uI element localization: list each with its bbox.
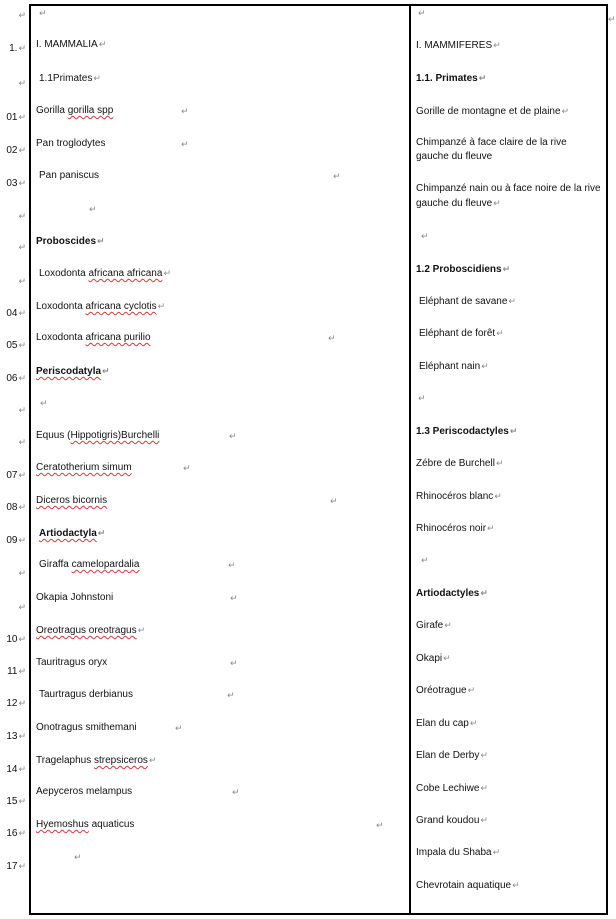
right-name-elephant-foret[interactable]: Eléphant de forêt↵: [419, 328, 504, 339]
row-number: 10↵: [6, 634, 26, 645]
pilcrow-mark: ↵: [227, 690, 235, 700]
row-number: 12↵: [6, 698, 26, 709]
row-number: ↵: [18, 10, 26, 20]
row-number: ↵: [18, 242, 26, 252]
right-name-elan-derby[interactable]: Elan de Derby↵: [416, 750, 488, 761]
row-number-column: [0, 4, 30, 917]
row-number: 17↵: [6, 861, 26, 872]
pilcrow-mark: ↵: [40, 398, 48, 408]
row-number: ↵: [18, 602, 26, 612]
pilcrow-mark: ↵: [418, 393, 426, 403]
row-number: ↵: [18, 437, 26, 447]
row-number: 11↵: [7, 666, 26, 677]
left-cell-empty[interactable]: ↵: [39, 8, 47, 18]
pilcrow-mark: ↵: [418, 8, 426, 18]
row-number: 01↵: [6, 112, 26, 123]
left-species-oreotragus[interactable]: Oreotragus oreotragus↵: [36, 625, 146, 636]
right-name-okapi[interactable]: Okapi↵: [416, 653, 451, 664]
right-name-elephant-nain[interactable]: Eléphant nain↵: [419, 361, 489, 372]
row-number: ↵: [18, 211, 26, 221]
pilcrow-mark: ↵: [175, 723, 183, 733]
left-heading-proboscides[interactable]: Proboscides↵: [36, 236, 105, 247]
pilcrow-mark: ↵: [421, 555, 429, 565]
left-species-pan-troglodytes[interactable]: Pan troglodytes: [36, 138, 106, 149]
right-name-oreotrague[interactable]: Oréotrague↵: [416, 685, 476, 696]
pilcrow-mark: ↵: [74, 852, 82, 862]
row-number: ↵: [18, 276, 26, 286]
row-number: 08↵: [6, 502, 26, 513]
right-heading-artiodactyles[interactable]: Artiodactyles↵: [416, 588, 488, 599]
pilcrow-mark: ↵: [232, 787, 240, 797]
pilcrow-mark: ↵: [330, 496, 338, 506]
pilcrow-mark: ↵: [333, 171, 341, 181]
left-species-loxodonta-purilio[interactable]: Loxodonta africana purilio: [36, 332, 151, 343]
right-name-chimpanze-nain[interactable]: Chimpanzé nain ou à face noire de la rive gauche du fleuve↵: [416, 183, 601, 209]
left-species-taurtragus-derbianus[interactable]: Taurtragus derbianus: [39, 689, 133, 700]
pilcrow-mark: ↵: [89, 204, 97, 214]
left-heading-periscodatyla[interactable]: Periscodatyla↵: [36, 366, 110, 377]
right-name-chimpanze[interactable]: Chimpanzé à face claire de la rive gauche du fleuve: [416, 137, 567, 162]
row-number: 05↵: [6, 340, 26, 351]
row-number: 06↵: [6, 373, 26, 384]
pilcrow-mark: ↵: [229, 431, 237, 441]
right-name-gorille[interactable]: Gorille de montagne et de plaine↵: [416, 106, 570, 117]
left-species-loxodonta-cyclotis[interactable]: Loxodonta africana cyclotis↵: [36, 301, 166, 312]
row-number: 02↵: [6, 145, 26, 156]
right-name-elan-cap[interactable]: Elan du cap↵: [416, 718, 478, 729]
table-border-top: [30, 4, 608, 6]
row-number: ↵: [18, 568, 26, 578]
right-name-grand-koudou[interactable]: Grand koudou↵: [416, 815, 488, 826]
left-species-okapia[interactable]: Okapia Johnstoni: [36, 592, 114, 603]
row-number: 03↵: [6, 178, 26, 189]
left-species-gorilla[interactable]: Gorilla gorilla spp: [36, 105, 114, 116]
right-name-girafe[interactable]: Girafe↵: [416, 620, 452, 631]
right-name-chevrotain[interactable]: Chevrotain aquatique↵: [416, 880, 520, 891]
right-name-zebre[interactable]: Zébre de Burchell↵: [416, 458, 504, 469]
pilcrow-mark: ↵: [608, 14, 616, 24]
right-heading-primates[interactable]: 1.1. Primates↵: [416, 73, 487, 84]
right-name-rhinoceros-blanc[interactable]: Rhinocéros blanc↵: [416, 491, 502, 502]
left-species-tauritragus-oryx[interactable]: Tauritragus oryx: [36, 657, 108, 668]
pilcrow-mark: ↵: [181, 139, 189, 149]
table-column-divider: [409, 4, 411, 915]
right-heading-mammiferes[interactable]: I. MAMMIFERES↵: [416, 40, 501, 51]
left-heading-artiodactyla[interactable]: Artiodactyla↵: [39, 528, 106, 539]
right-name-impala[interactable]: Impala du Shaba↵: [416, 847, 501, 858]
row-number: 04↵: [6, 308, 26, 319]
left-species-pan-paniscus[interactable]: Pan paniscus: [39, 170, 100, 181]
table-border-right: [606, 4, 608, 915]
row-number: 07↵: [6, 470, 26, 481]
right-heading-periscodactyles[interactable]: 1.3 Periscodactyles↵: [416, 426, 518, 437]
left-species-giraffa[interactable]: Giraffa camelopardalia: [39, 559, 140, 570]
row-number: 16↵: [6, 828, 26, 839]
pilcrow-mark: ↵: [183, 463, 191, 473]
row-number: 09↵: [6, 535, 26, 546]
row-number: 15↵: [6, 796, 26, 807]
left-species-equus-burchelli[interactable]: Equus (Hippotigris)Burchelli: [36, 430, 160, 441]
table-border-bottom: [30, 913, 608, 915]
pilcrow-mark: ↵: [228, 560, 236, 570]
left-species-hyemoshus[interactable]: Hyemoshus aquaticus: [36, 819, 135, 830]
pilcrow-mark: ↵: [328, 333, 336, 343]
row-number: ↵: [18, 405, 26, 415]
right-name-rhinoceros-noir[interactable]: Rhinocéros noir↵: [416, 523, 495, 534]
left-species-loxodonta-africana[interactable]: Loxodonta africana africana↵: [39, 268, 171, 279]
pilcrow-mark: ↵: [421, 231, 429, 241]
left-heading-mammalia[interactable]: I. MAMMALIA↵: [36, 39, 107, 50]
right-heading-proboscidiens[interactable]: 1.2 Proboscidiens↵: [416, 264, 511, 275]
row-number: 14↵: [6, 764, 26, 775]
pilcrow-mark: ↵: [376, 820, 384, 830]
left-species-tragelaphus[interactable]: Tragelaphus strepsiceros↵: [36, 755, 157, 766]
left-species-aepyceros[interactable]: Aepyceros melampus: [36, 786, 133, 797]
right-name-elephant-savane[interactable]: Eléphant de savane↵: [419, 296, 516, 307]
left-species-ceratotherium[interactable]: Ceratotherium simum: [36, 462, 132, 473]
right-name-cobe-lechiwe[interactable]: Cobe Lechiwe↵: [416, 783, 488, 794]
pilcrow-mark: ↵: [230, 593, 238, 603]
left-species-diceros[interactable]: Diceros bicornis: [36, 495, 108, 506]
row-number: 13↵: [6, 731, 26, 742]
left-heading-primates[interactable]: 1.1Primates↵: [39, 73, 101, 84]
left-species-onotragus[interactable]: Onotragus smithemani: [36, 722, 137, 733]
row-number: 1.↵: [9, 43, 26, 54]
pilcrow-mark: ↵: [230, 658, 238, 668]
pilcrow-mark: ↵: [181, 106, 189, 116]
row-number: ↵: [18, 78, 26, 88]
